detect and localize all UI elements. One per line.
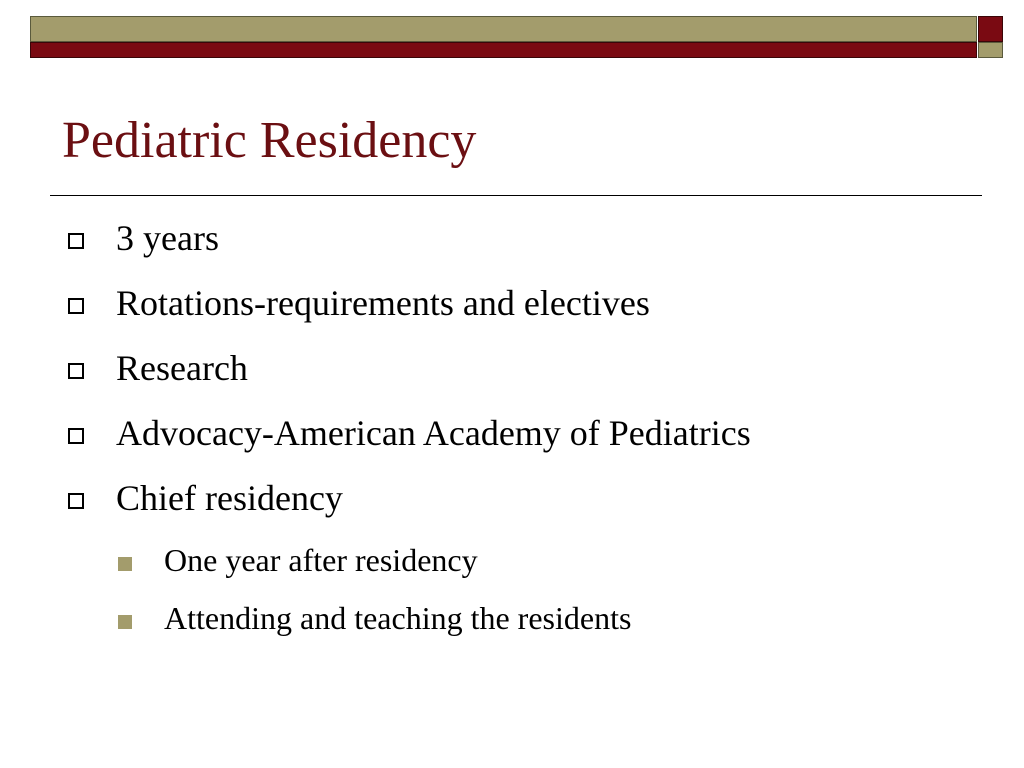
bullet-item: Chief residency <box>116 478 343 518</box>
hollow-square-icon <box>68 493 84 509</box>
bullet-item: Advocacy-American Academy of Pediatrics <box>116 413 751 453</box>
slide-title: Pediatric Residency <box>62 112 477 169</box>
hollow-square-icon <box>68 428 84 444</box>
sub-bullet-item: Attending and teaching the residents <box>164 600 632 636</box>
title-divider <box>50 195 982 196</box>
corner-olive-block <box>978 42 1003 58</box>
hollow-square-icon <box>68 363 84 379</box>
banner-olive-bar <box>30 16 977 42</box>
corner-maroon-block <box>978 16 1003 42</box>
bullet-item: Rotations-requirements and electives <box>116 283 650 323</box>
banner-maroon-bar <box>30 42 977 58</box>
hollow-square-icon <box>68 298 84 314</box>
filled-square-icon <box>118 557 132 571</box>
sub-bullet-item: One year after residency <box>164 542 478 578</box>
bullet-item: 3 years <box>116 218 219 258</box>
filled-square-icon <box>118 615 132 629</box>
hollow-square-icon <box>68 233 84 249</box>
bullet-item: Research <box>116 348 248 388</box>
